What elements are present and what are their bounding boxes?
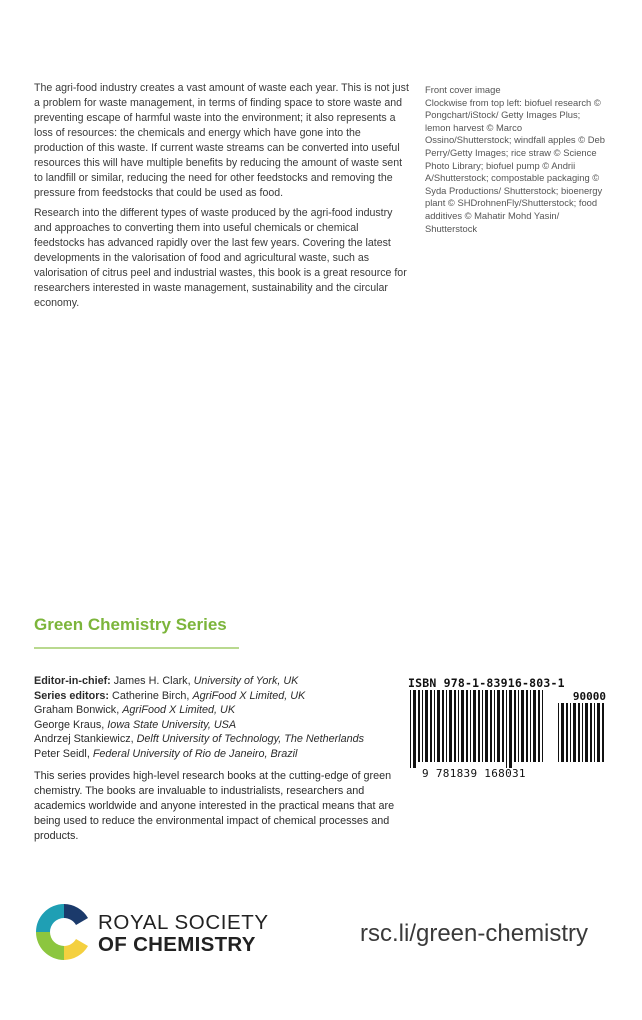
description-paragraph-2: Research into the different types of waste produced by the agri-food industry and approaches to converting them into useful chemicals or chemical feedstocks has advanced rapidly over the last few years. Covering the latest developments in the valorisation of food and agricultural waste, such as valorisation of citrus peel and industrial wastes, this book is a great resource for researchers interested in waste management, sustainability and the circular economy.	[34, 207, 407, 309]
barcode-bar	[490, 690, 492, 762]
barcode-bar	[521, 690, 524, 762]
editor-in-chief-label: Editor-in-chief:	[34, 675, 111, 687]
barcode-bar	[582, 703, 583, 762]
barcode-digits: 9 781839 168031	[422, 767, 526, 780]
barcode-bar	[482, 690, 483, 762]
book-description	[34, 81, 412, 316]
barcode-bar	[437, 690, 440, 762]
barcode-bar	[585, 703, 588, 762]
series-editor-line	[34, 747, 404, 762]
barcode-bar	[597, 703, 600, 762]
editor-in-chief-affiliation: University of York, UK	[193, 675, 299, 687]
series-editor-name: Catherine Birch,	[112, 689, 190, 702]
barcode-bar	[561, 703, 564, 762]
barcode-bar	[533, 690, 536, 762]
isbn-number: ISBN 978-1-83916-803-1	[408, 676, 565, 690]
rsc-wordmark-line1: ROYAL SOCIETY	[98, 911, 269, 934]
credits-heading: Front cover image	[425, 84, 501, 95]
rsc-logo-mark-icon	[32, 900, 96, 964]
credits-text: Clockwise from top left: biofuel research © Pongchart/iStock/ Getty Images Plus; lemon harvest © Marco Ossino/Shutterstock; windfall apples © Deb Perry/Getty Images; rice straw © Science Photo Library; biofuel pump © Andrii A/Shutterstock; compostable packaging © Syda Productions/ Shutterstock; bioenergy plant © SHDrohnenFly/Shutterstock; food additives © Mahatir Mohd Yasin/ Shutterstock	[425, 96, 605, 234]
series-description: This series provides high-level research books at the cutting-edge of green chemistry. The books are invaluable to industrialists, researchers and academics worldwide and anyone interested in the practical means that are being used to reduce the environmental impact of chemical processes and products.	[34, 770, 395, 842]
series-title: Green Chemistry Series	[34, 615, 227, 634]
series-editor-affiliation: Delft University of Technology, The Netherlands	[136, 733, 365, 746]
barcode-bar	[410, 690, 411, 768]
barcode-bar	[494, 690, 495, 762]
series-title-rule	[34, 647, 239, 649]
rsc-wordmark-line2: OF CHEMISTRY	[98, 933, 256, 956]
description-paragraph-1: The agri-food industry creates a vast amount of waste each year. This is not just a problem for waste management, in terms of finding space to store waste and preventing escape of harmful waste into the environment; it also represents a loss of resources: the chemicals and energy which have gone into the production of this waste. If current waste streams can be converted into useful resources this will have multiple benefits by reducing the amount of waste sent to landfill or similar, reducing the need for other feedstocks and removing the pressure from feedstocks that could be used as food.	[34, 82, 409, 199]
barcode-bar	[466, 690, 468, 762]
barcode-bar	[558, 703, 559, 762]
barcode-bar	[602, 703, 604, 762]
barcode-bar	[454, 690, 456, 762]
barcode-bar	[590, 703, 592, 762]
barcode-bar	[430, 690, 432, 762]
series-editor-name: Peter Seidl,	[34, 747, 90, 760]
series-editor-affiliation: Federal University of Rio de Janeiro, Brazil	[92, 747, 298, 760]
barcode-bar	[526, 690, 528, 762]
barcode-bar	[442, 690, 444, 762]
series-editor-line	[34, 689, 404, 704]
barcode-bar	[514, 690, 516, 762]
barcode-bar	[470, 690, 471, 762]
series-editor-affiliation: AgriFood X Limited, UK	[122, 704, 236, 717]
series-editor-affiliation: AgriFood X Limited, UK	[192, 689, 306, 702]
rsc-wordmark	[98, 912, 269, 956]
barcode-bar	[594, 703, 595, 762]
series-editors	[34, 674, 404, 762]
editor-in-chief-line	[34, 674, 404, 689]
series-editor-name: George Kraus,	[34, 718, 105, 731]
series-url[interactable]: rsc.li/green-chemistry	[360, 920, 589, 947]
barcode-bar	[497, 690, 500, 762]
addon-bars	[556, 703, 608, 768]
barcode-bar	[446, 690, 447, 762]
barcode-bar	[422, 690, 423, 762]
ean-bars	[408, 690, 548, 768]
editor-in-chief-name: James H. Clark,	[113, 675, 191, 687]
barcode-bar	[473, 690, 476, 762]
barcode-bar	[478, 690, 480, 762]
cover-image-credits	[425, 84, 605, 235]
barcode-bar	[461, 690, 464, 762]
barcode-bar	[506, 690, 507, 768]
series-editor-name: Graham Bonwick,	[34, 704, 120, 717]
series-editor-affiliation: Iowa State University, USA	[107, 718, 237, 731]
barcode-bar	[502, 690, 504, 762]
rsc-logo	[32, 900, 272, 964]
barcode-bar	[578, 703, 580, 762]
barcode-bar	[570, 703, 571, 762]
barcode-bar	[509, 690, 512, 768]
series-editors-label: Series editors:	[34, 689, 110, 702]
barcode-bar	[518, 690, 519, 762]
barcode-bar	[566, 703, 568, 762]
barcode-bar	[434, 690, 435, 762]
barcode-bar	[538, 690, 540, 762]
barcode-bar	[530, 690, 531, 762]
barcode-bar	[413, 690, 416, 768]
isbn-barcode	[408, 676, 608, 780]
series-editor-line	[34, 703, 404, 718]
barcode-bar	[485, 690, 488, 762]
barcode-bar	[425, 690, 428, 762]
series-editor-name: Andrzej Stankiewicz,	[34, 733, 134, 746]
series-editor-line	[34, 732, 404, 747]
series-editor-line	[34, 718, 404, 733]
barcode-bar	[449, 690, 452, 762]
barcode-bar	[418, 690, 420, 762]
barcode-price-code: 90000	[572, 690, 606, 703]
barcode-bar	[458, 690, 459, 762]
barcode-bar	[573, 703, 576, 762]
barcode-bar	[542, 690, 543, 762]
